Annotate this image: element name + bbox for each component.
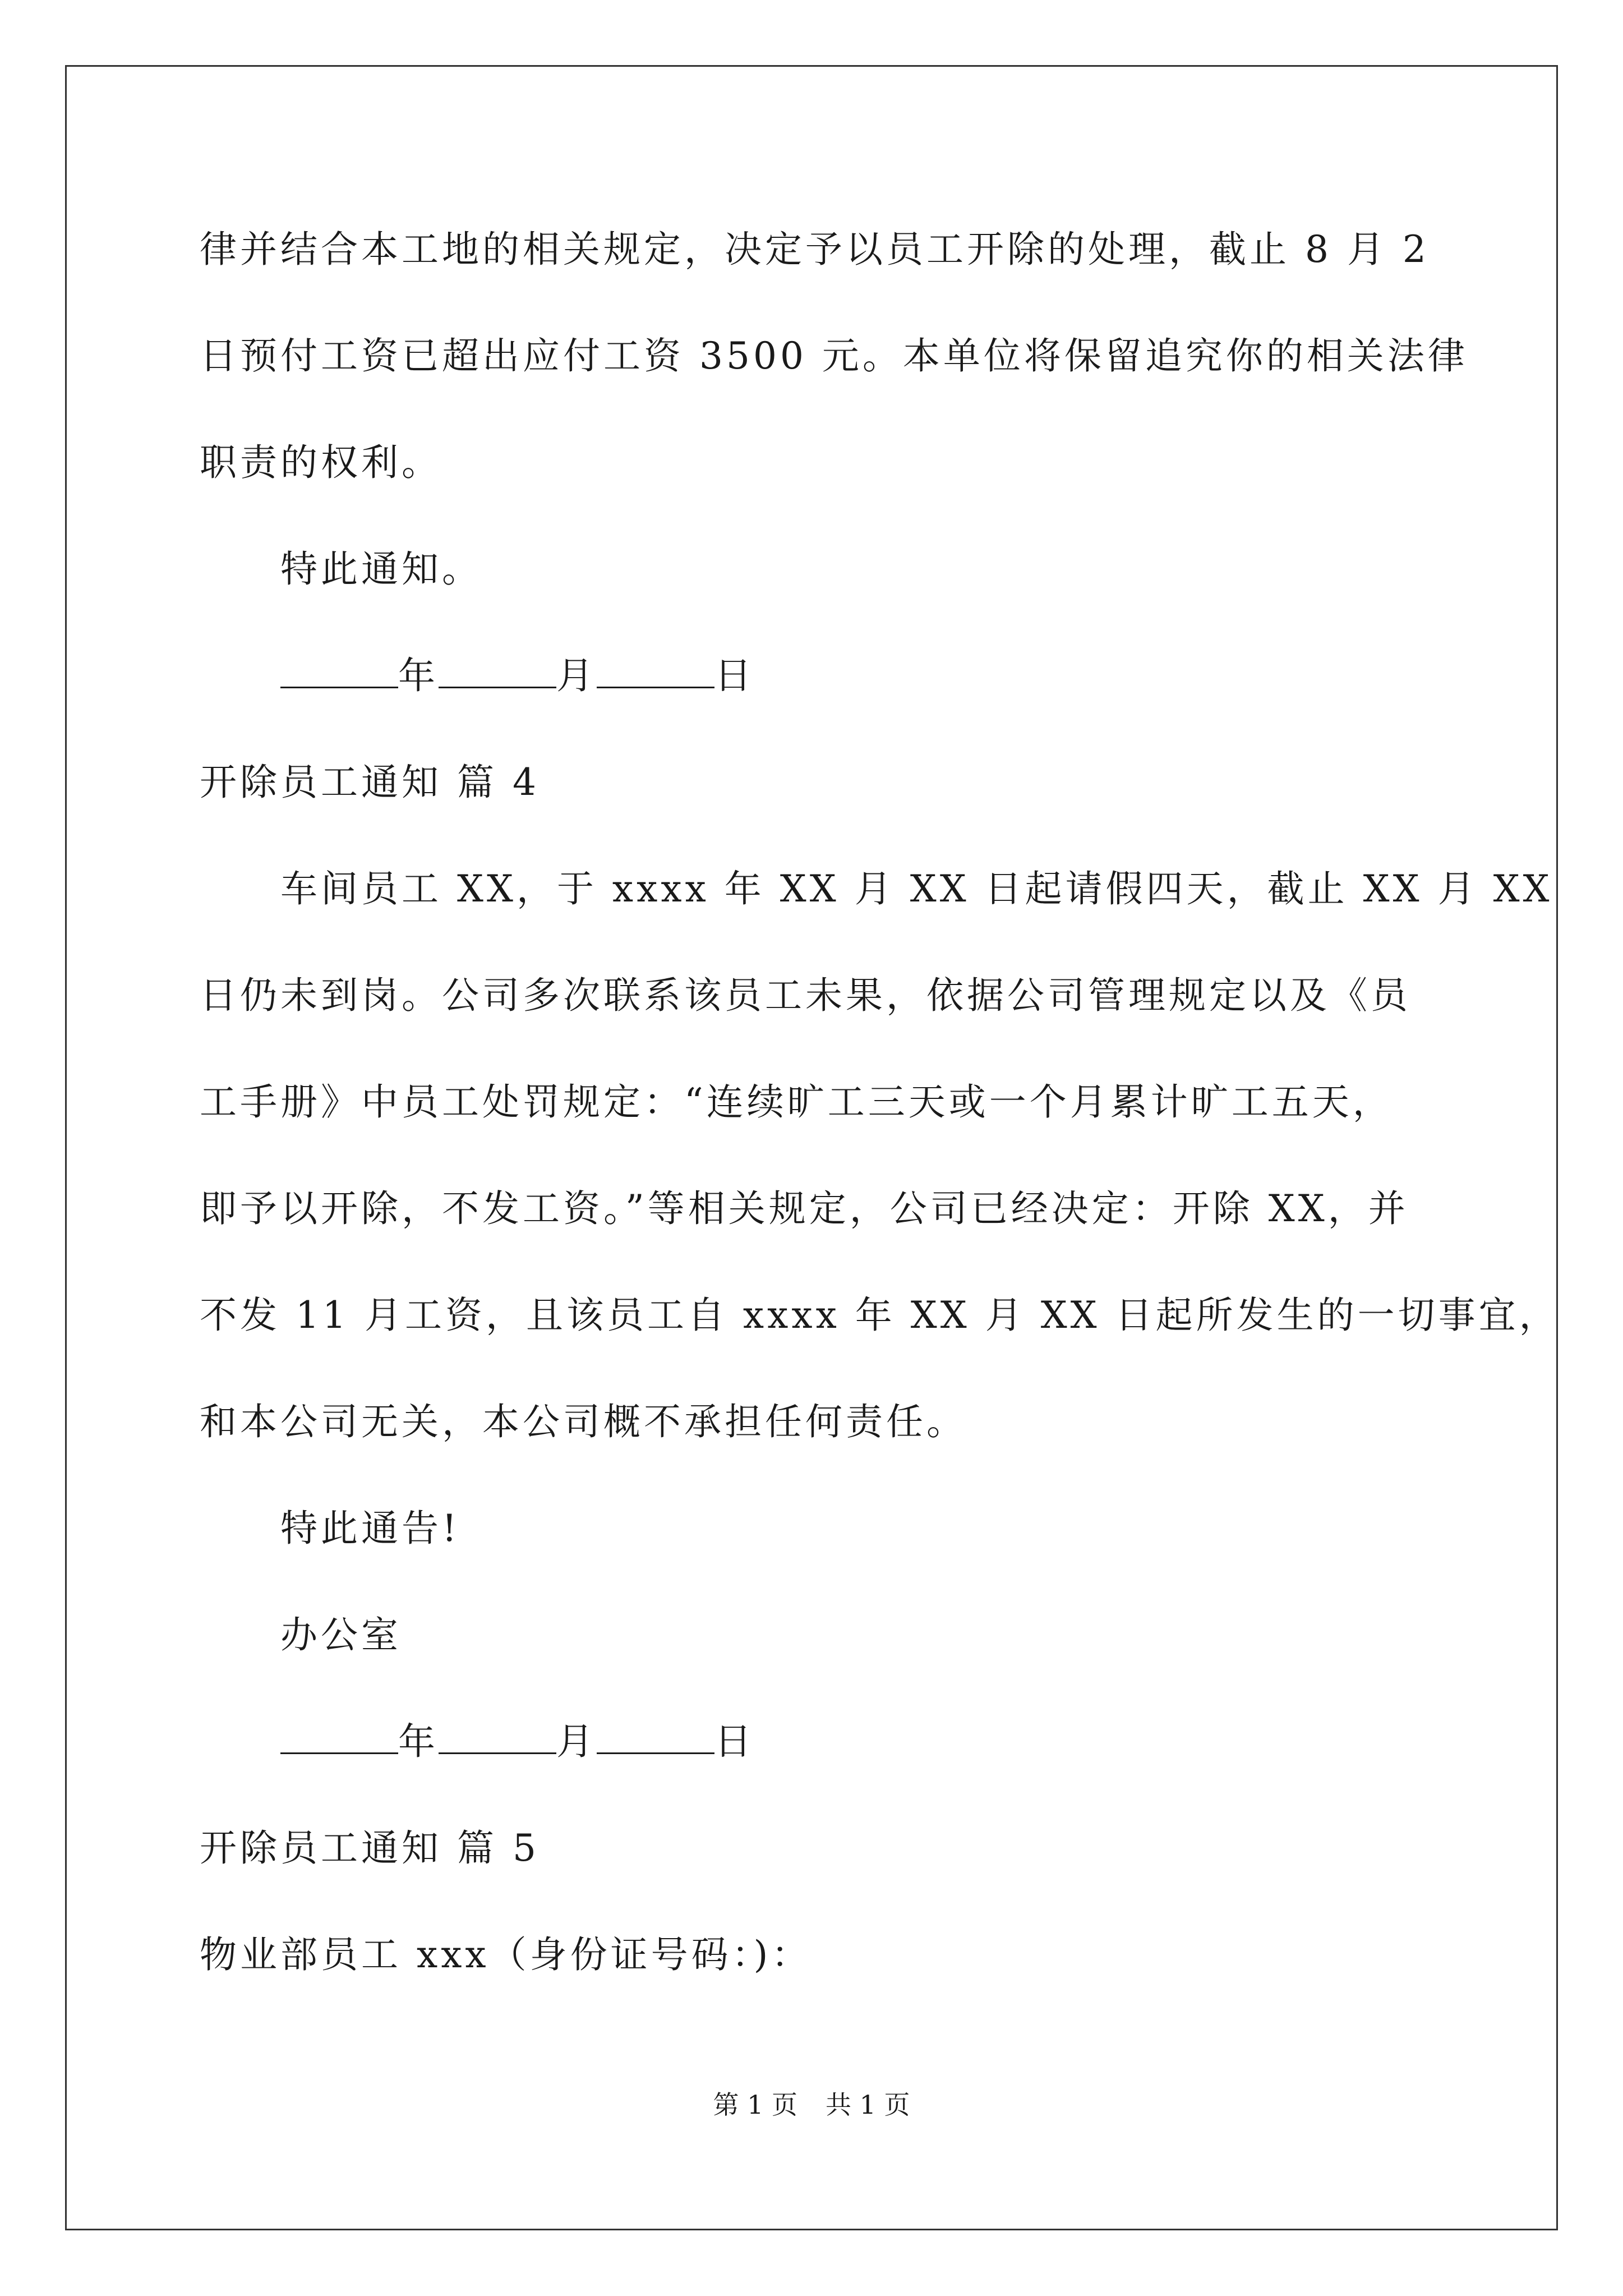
month-blank [439,1721,556,1754]
paragraph-line: 即予以开除，不发工资。”等相关规定，公司已经决定：开除 XX，并 [200,1187,1409,1230]
paragraph-line: 不发 11 月工资，且该员工自 xxxx 年 XX 月 XX 日起所发生的一切事宜， [200,1294,1560,1337]
paragraph-line: 律并结合本工地的相关规定，决定予以员工开除的处理，截止 8 月 2 [200,228,1430,271]
section-heading: 开除员工通知 篇 4 [200,761,540,804]
month-label: 月 [556,654,597,697]
paragraph-line: 日仍未到岗。公司多次联系该员工未果，依据公司管理规定以及《员 [200,974,1411,1017]
year-label: 年 [398,1720,439,1763]
date-line [280,654,755,698]
paragraph-line: 车间员工 XX，于 xxxx 年 XX 月 XX 日起请假四天，截止 XX 月 XX [280,867,1553,910]
year-blank [280,655,398,688]
page-total: 共 1 页 [826,2090,910,2120]
section-heading: 开除员工通知 篇 5 [200,1826,540,1870]
day-label: 日 [714,1720,755,1763]
date-line [280,1719,755,1764]
notice-text: 特此通知。 [280,547,482,591]
year-blank [280,1721,398,1754]
day-blank [597,1721,714,1754]
paragraph-line: 物业部员工 xxx（身份证号码：)： [200,1933,812,1976]
page-border [65,65,1558,2230]
day-label: 日 [714,654,755,697]
month-label: 月 [556,1720,597,1763]
month-blank [439,655,556,688]
notice-text: 特此通告! [280,1507,460,1550]
paragraph-line: 和本公司无关，本公司概不承担任何责任。 [200,1400,967,1443]
paragraph-line: 日预付工资已超出应付工资 3500 元。本单位将保留追究你的相关法律 [200,334,1468,378]
day-blank [597,655,714,688]
page-number: 第 1 页 [713,2090,797,2120]
paragraph-line: 职责的权利。 [200,441,442,484]
page-footer [0,2088,1623,2122]
paragraph-line: 工手册》中员工处罚规定：“连续旷工三天或一个月累计旷工五天， [200,1080,1393,1124]
year-label: 年 [398,654,439,697]
office-signature: 办公室 [280,1613,402,1657]
